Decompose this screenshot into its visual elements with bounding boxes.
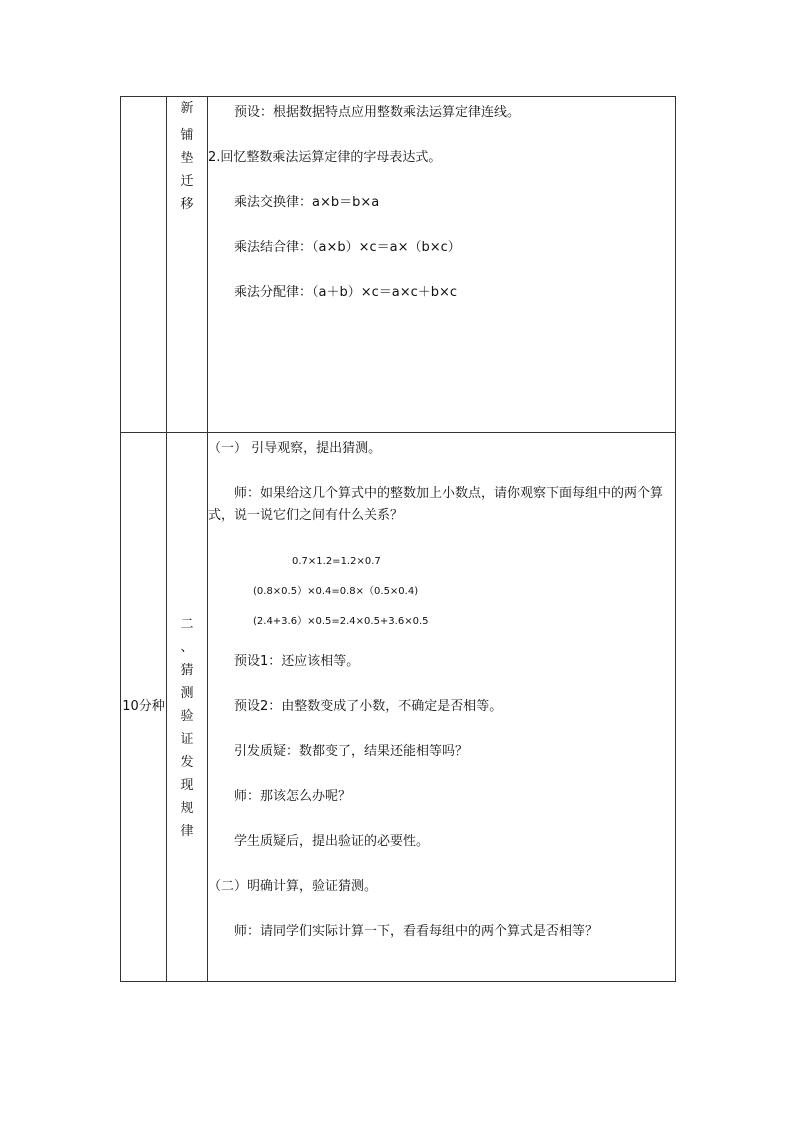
table-row <box>121 433 676 982</box>
paragraph: 师：如果给这几个算式中的整数加上小数点，请你观察下面每组中的两个算式，说一说它们之间有什么关系？ <box>208 486 664 523</box>
formula-associative: 乘法结合律：（a×b）×c＝a×（b×c） <box>234 240 461 255</box>
section-char: 二 <box>180 617 194 632</box>
formula-distributive: 乘法分配律：（a＋b）×c＝a×c＋b×c <box>234 285 458 300</box>
section-char: 规 <box>180 801 194 816</box>
content-cell <box>208 97 676 433</box>
paragraph: 引发质疑：数都变了，结果还能相等吗？ <box>234 744 469 759</box>
heading-two: （二）明确计算，验证猜测。 <box>208 879 378 894</box>
paragraph: 师：那该怎么办呢？ <box>234 789 352 804</box>
paragraph: 预设：根据数据特点应用整数乘法运算定律连线。 <box>234 105 521 120</box>
section-label-cell <box>167 97 208 433</box>
paragraph: 预设2：由整数变成了小数，不确定是否相等。 <box>234 699 503 714</box>
section-char: 新 <box>180 101 194 116</box>
section-char: 测 <box>180 686 194 701</box>
formula-line: (0.8×0.5）×0.4=0.8×（0.5×0.4) <box>253 586 419 597</box>
formula-line: (2.4+3.6）×0.5=2.4×0.5+3.6×0.5 <box>253 616 429 627</box>
paragraph: 2.回忆整数乘法运算定律的字母表达式。 <box>208 150 442 165</box>
lesson-plan-table <box>120 96 676 982</box>
section-label-cell <box>167 433 208 982</box>
section-char: 铺 <box>180 128 194 143</box>
formula-line: 0.7×1.2=1.2×0.7 <box>292 556 381 567</box>
section-char: 证 <box>180 732 194 747</box>
paragraph: 预设1：还应该相等。 <box>234 654 360 669</box>
paragraph: 师：请同学们实际计算一下，看看每组中的两个算式是否相等？ <box>234 924 599 939</box>
section-char: 猜 <box>180 663 194 678</box>
formula-commutative: 乘法交换律：a×b＝b×a <box>234 195 380 210</box>
section-char: 垫 <box>180 151 194 166</box>
section-char: 移 <box>180 197 194 212</box>
section-char: 验 <box>180 709 194 724</box>
section-char: 发 <box>180 755 194 770</box>
content-cell <box>208 433 676 982</box>
section-char: 现 <box>180 778 194 793</box>
heading-one: （一） 引导观察，提出猜测。 <box>208 441 382 456</box>
table-row <box>121 97 676 433</box>
time-cell <box>121 97 167 433</box>
section-char: 迁 <box>180 174 194 189</box>
time-cell: 10分种 <box>121 433 167 982</box>
section-char: 律 <box>180 824 194 839</box>
paragraph: 学生质疑后，提出验证的必要性。 <box>234 834 430 849</box>
section-char: 、 <box>180 640 194 655</box>
